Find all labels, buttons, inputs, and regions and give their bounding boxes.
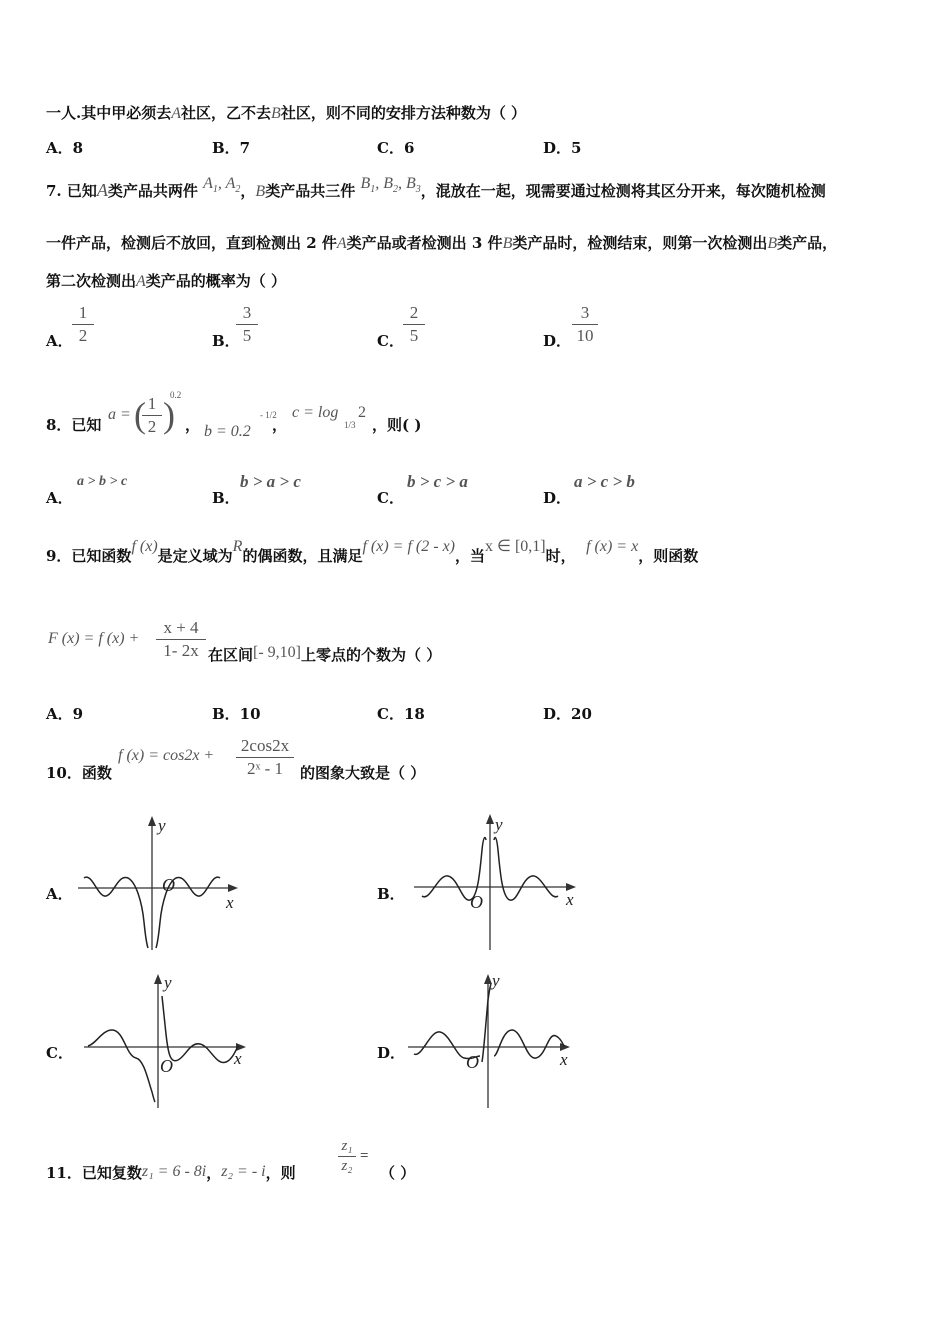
- q6-option-d[interactable]: D．5: [543, 139, 582, 157]
- q10-stem-tail: 的图象大致是（ ）: [300, 764, 426, 782]
- q9-F-expression: F (x) = f (x) + $\frac{x + 4}{1- 2x}$: [48, 616, 208, 666]
- q7-stem-line2: 一件产品，检测后不放回，直到检测出 2 件A类产品或者检测出 3 件B类产品时，检测结束，则第一次检测出B类产品，: [46, 234, 838, 252]
- q6-option-b[interactable]: B．7: [212, 139, 251, 157]
- curve: [414, 984, 564, 1062]
- q8-option-b[interactable]: B．: [212, 489, 240, 507]
- q8-stem-text: 8．已知: [46, 416, 102, 434]
- y-axis-arrow-icon: [154, 974, 162, 984]
- q10-graph-b[interactable]: [408, 810, 580, 952]
- q8-stem-tail: ，则( ): [372, 416, 422, 434]
- y-axis-label: y: [164, 973, 172, 992]
- q9-stem-line2: 在区间[- 9,10]上零点的个数为（ ）: [208, 644, 442, 664]
- q10-option-b[interactable]: B．: [377, 885, 405, 903]
- q6-option-c[interactable]: C．6: [377, 139, 415, 157]
- q7-stem-line1: 7. 已知A类产品共两件 $A_1$, $A_2$，B类产品共三件 $B_1$, $B_2$, $B_3$，混放在一起，现需要通过检测将其区分开来，每次随机检测: [46, 175, 826, 200]
- q9-option-b[interactable]: B．10: [212, 705, 261, 723]
- q8-comma2: ，: [272, 416, 288, 434]
- q9-stem-line1: 9．已知函数f (x)是定义域为R的偶函数，且满足f (x) = f (2 - x)，当x ∈ [0,1]时， f (x) = x，则函数: [46, 538, 699, 565]
- y-axis-arrow-icon: [484, 974, 492, 984]
- q7-option-a-fraction: $\frac{1}{2}$: [72, 303, 94, 346]
- x-axis-label: x: [566, 890, 574, 909]
- x-axis-label: x: [234, 1049, 242, 1068]
- q11-equals: =: [360, 1148, 369, 1164]
- q10-option-a[interactable]: A．: [46, 885, 73, 903]
- q6-option-a[interactable]: A．8: [46, 139, 84, 157]
- x-axis-arrow-icon: [228, 884, 238, 892]
- y-axis-arrow-icon: [486, 814, 494, 824]
- origin-label: O: [466, 1052, 479, 1072]
- y-axis-label: y: [495, 815, 503, 834]
- q7-option-b-fraction: $\frac{3}{5}$: [236, 303, 258, 346]
- q7-option-c[interactable]: C．: [377, 332, 404, 350]
- q10-option-c[interactable]: C．: [46, 1044, 73, 1062]
- q10-option-d[interactable]: D．: [377, 1044, 406, 1062]
- q8-c-expression: c = log 1/3 2: [292, 404, 366, 430]
- q10-graph-a[interactable]: [72, 812, 242, 954]
- q10-graph-c[interactable]: [78, 972, 250, 1112]
- q9-option-c[interactable]: C．18: [377, 705, 425, 723]
- q8-option-a-expr: a > b > c: [77, 474, 128, 489]
- x-axis-label: x: [560, 1050, 568, 1069]
- origin-label: O: [470, 892, 483, 912]
- origin-label: O: [162, 875, 175, 895]
- q11-stem: 11．已知复数z₁ = 6 - 8i，z₂ = - i，则: [46, 1163, 296, 1182]
- q10-f-expression: f (x) = cos2x + $\frac{2\cos 2x}{\text{2ˣ - 1}}$: [118, 734, 298, 784]
- q8-option-c-expr: b > c > a: [407, 472, 468, 491]
- q10-graph-d[interactable]: [402, 970, 574, 1110]
- origin-label: O: [160, 1056, 173, 1076]
- q8-option-d-expr: a > c > b: [574, 472, 635, 491]
- q8-option-c[interactable]: C．: [377, 489, 404, 507]
- q8-option-a[interactable]: A．: [46, 489, 73, 507]
- q7-option-b[interactable]: B．: [212, 332, 240, 350]
- y-axis-arrow-icon: [148, 816, 156, 826]
- q10-stem-text: 10．函数: [46, 764, 112, 782]
- q8-comma1: ，: [185, 416, 201, 434]
- q11-fraction: $\frac{\text{z₁}}{\text{z₂}}$: [338, 1138, 356, 1175]
- q8-option-b-expr: b > a > c: [240, 472, 301, 491]
- q8-b-expression: b = 0.2 - 1/2: [204, 410, 277, 440]
- x-axis-label: x: [226, 893, 234, 912]
- q7-option-c-fraction: $\frac{2}{5}$: [403, 303, 425, 346]
- curve: [88, 996, 238, 1102]
- q9-option-a[interactable]: A．9: [46, 705, 84, 723]
- q8-option-d[interactable]: D．: [543, 489, 572, 507]
- y-axis-label: y: [492, 971, 500, 990]
- q11-stem-tail: （ ）: [380, 1164, 416, 1182]
- q7-option-a[interactable]: A．: [46, 332, 73, 350]
- y-axis-label: y: [158, 816, 166, 835]
- q9-option-d[interactable]: D．20: [543, 705, 592, 723]
- q7-stem-line3: 第二次检测出A类产品的概率为（ ）: [46, 272, 287, 290]
- q7-option-d[interactable]: D．: [543, 332, 572, 350]
- q8-a-expression: a = ( $\frac{1}{2}$ ) 0.2: [108, 390, 182, 436]
- q6-stem: 一人.其中甲必须去A社区，乙不去B社区，则不同的安排方法种数为（ ）: [46, 104, 527, 122]
- q7-option-d-fraction: $\frac{3}{10}$: [572, 303, 598, 346]
